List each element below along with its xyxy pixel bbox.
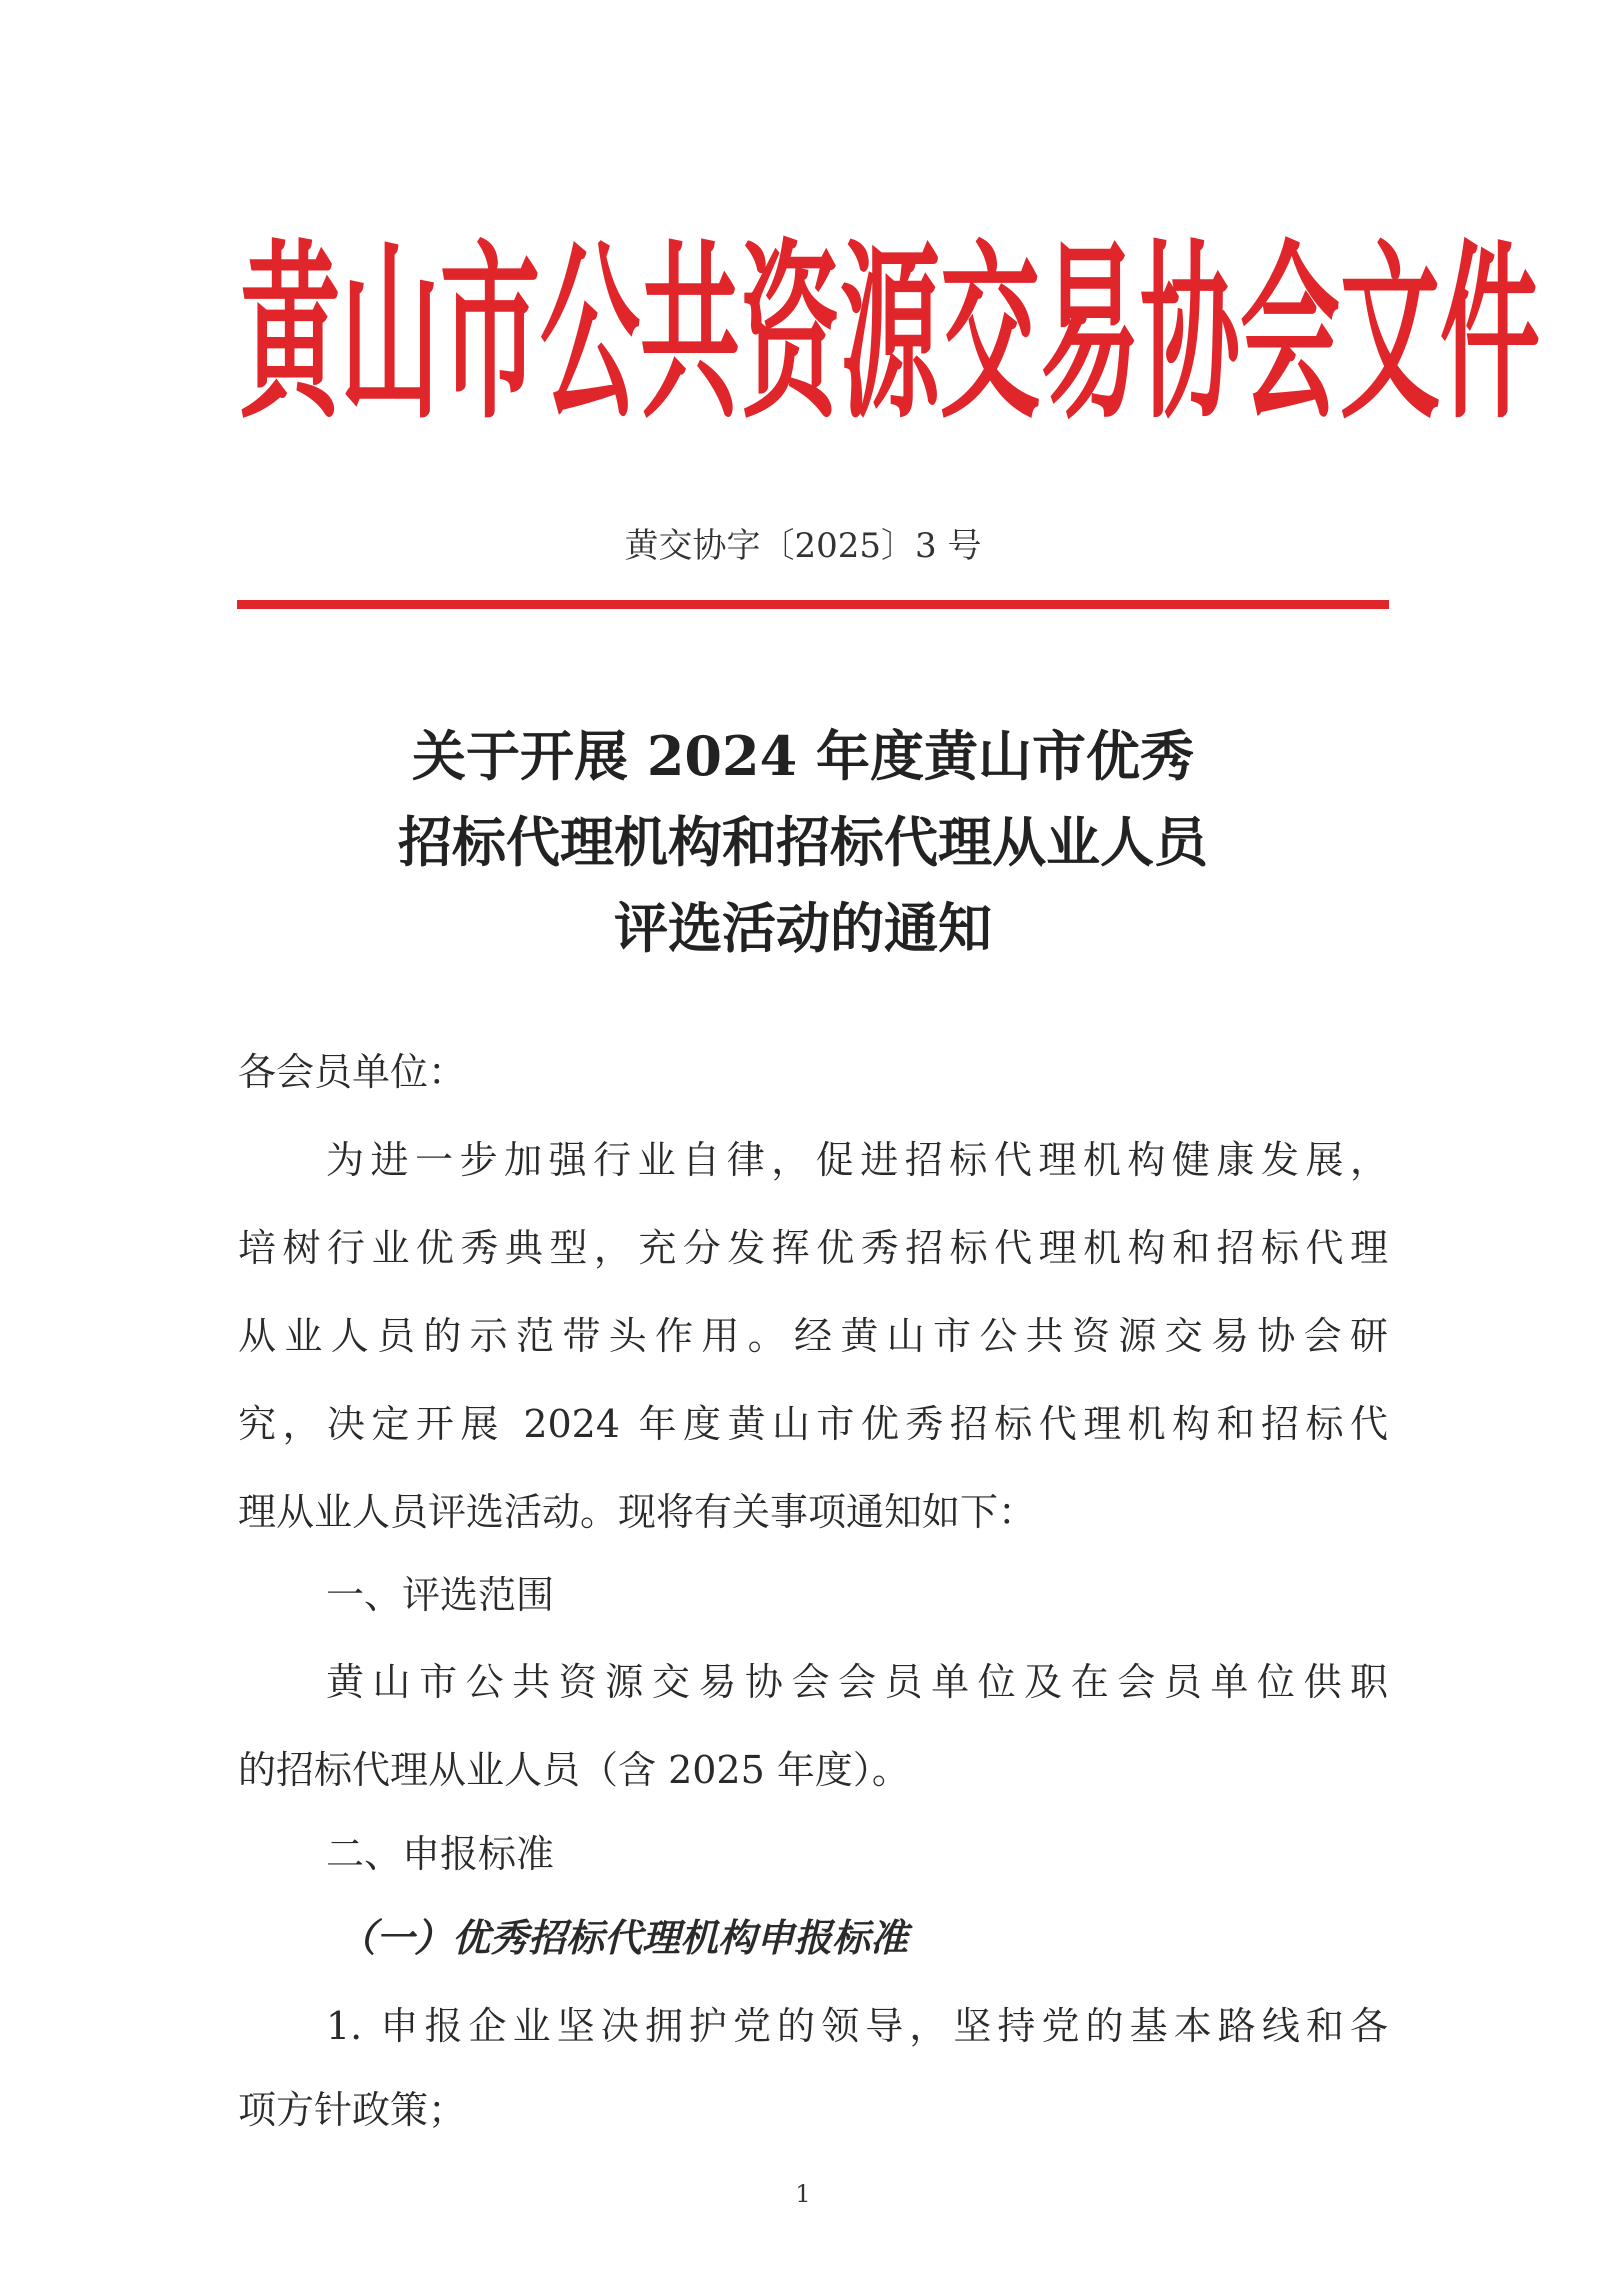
title-line: 关于开展 2024 年度黄山市优秀	[412, 724, 1194, 788]
paragraph-line: 究，决定开展 2024 年度黄山市优秀招标代理机构和招标代	[238, 1402, 1388, 1446]
title-line: 评选活动的通知	[614, 896, 992, 960]
paragraph-line: 从业人员的示范带头作用。经黄山市公共资源交易协会研	[238, 1314, 1388, 1358]
section-heading-scope: 一、评选范围	[326, 1573, 555, 1617]
subsection-heading: （一）优秀招标代理机构申报标准	[338, 1915, 909, 1960]
paragraph-line: 培树行业优秀典型，充分发挥优秀招标代理机构和招标代理	[238, 1226, 1388, 1270]
section-heading-standards: 二、申报标准	[326, 1832, 555, 1876]
org-header-text: 黄山市公共资源交易协会文件	[240, 222, 1540, 446]
title-line: 招标代理机构和招标代理从业人员	[398, 810, 1208, 874]
list-item-line: 1. 申报企业坚决拥护党的领导，坚持党的基本路线和各	[326, 2004, 1388, 2048]
paragraph-line: 黄山市公共资源交易协会会员单位及在会员单位供职	[326, 1660, 1388, 1704]
paragraph-line: 理从业人员评选活动。现将有关事项通知如下：	[238, 1490, 1037, 1534]
paragraph-line: 的招标代理从业人员（含 2025 年度）。	[238, 1748, 910, 1792]
salutation: 各会员单位：	[238, 1050, 467, 1094]
document-number: 黄交协字〔2025〕3 号	[624, 526, 982, 566]
notice-body	[238, 0, 1388, 2290]
list-item-line: 项方针政策；	[238, 2088, 467, 2132]
paragraph-line: 为进一步加强行业自律，促进招标代理机构健康发展，	[326, 1138, 1388, 1182]
page-number: 1	[795, 2180, 811, 2208]
